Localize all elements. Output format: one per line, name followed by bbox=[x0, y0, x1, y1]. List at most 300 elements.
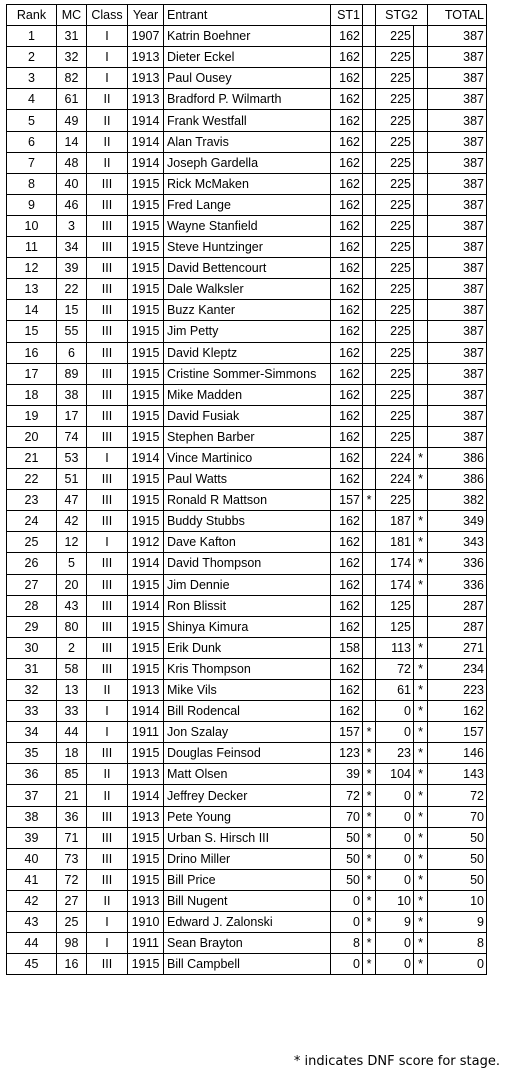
st1-dnf-flag bbox=[363, 426, 376, 447]
year-cell: 1915 bbox=[128, 658, 164, 679]
st1-dnf-flag bbox=[363, 47, 376, 68]
st1-score-cell: 162 bbox=[331, 131, 363, 152]
header-entrant: Entrant bbox=[164, 5, 331, 26]
st1-score-cell: 162 bbox=[331, 701, 363, 722]
stg2-dnf-flag: * bbox=[414, 890, 428, 911]
stg2-dnf-flag bbox=[414, 47, 428, 68]
rank-cell: 31 bbox=[7, 658, 57, 679]
total-cell: 336 bbox=[428, 574, 487, 595]
stg2-dnf-flag: * bbox=[414, 701, 428, 722]
st1-score-cell: 162 bbox=[331, 194, 363, 215]
total-cell: 146 bbox=[428, 743, 487, 764]
table-row bbox=[7, 447, 487, 468]
entrant-cell: Frank Westfall bbox=[164, 110, 331, 131]
table-row bbox=[7, 785, 487, 806]
entrant-cell: Sean Brayton bbox=[164, 933, 331, 954]
st1-score-cell: 72 bbox=[331, 785, 363, 806]
rank-cell: 3 bbox=[7, 68, 57, 89]
entrant-cell: Paul Ousey bbox=[164, 68, 331, 89]
class-cell: II bbox=[87, 110, 128, 131]
entrant-cell: Alan Travis bbox=[164, 131, 331, 152]
table-row bbox=[7, 279, 487, 300]
stg2-score-cell: 225 bbox=[376, 405, 414, 426]
stg2-score-cell: 225 bbox=[376, 237, 414, 258]
stg2-score-cell: 225 bbox=[376, 321, 414, 342]
table-row bbox=[7, 26, 487, 47]
year-cell: 1914 bbox=[128, 701, 164, 722]
year-cell: 1913 bbox=[128, 68, 164, 89]
class-cell: III bbox=[87, 869, 128, 890]
rank-cell: 24 bbox=[7, 511, 57, 532]
entrant-cell: Paul Watts bbox=[164, 469, 331, 490]
year-cell: 1915 bbox=[128, 511, 164, 532]
year-cell: 1914 bbox=[128, 447, 164, 468]
table-row bbox=[7, 616, 487, 637]
stg2-score-cell: 187 bbox=[376, 511, 414, 532]
total-cell: 234 bbox=[428, 658, 487, 679]
stg2-score-cell: 225 bbox=[376, 215, 414, 236]
total-cell: 143 bbox=[428, 764, 487, 785]
st1-score-cell: 162 bbox=[331, 469, 363, 490]
header-rank: Rank bbox=[7, 5, 57, 26]
stg2-dnf-flag bbox=[414, 321, 428, 342]
year-cell: 1914 bbox=[128, 152, 164, 173]
year-cell: 1914 bbox=[128, 131, 164, 152]
entrant-cell: Drino Miller bbox=[164, 848, 331, 869]
stg2-score-cell: 225 bbox=[376, 426, 414, 447]
stg2-dnf-flag: * bbox=[414, 511, 428, 532]
class-cell: III bbox=[87, 194, 128, 215]
year-cell: 1915 bbox=[128, 237, 164, 258]
table-row bbox=[7, 89, 487, 110]
mc-cell: 40 bbox=[57, 173, 87, 194]
mc-cell: 13 bbox=[57, 680, 87, 701]
class-cell: III bbox=[87, 658, 128, 679]
class-cell: I bbox=[87, 68, 128, 89]
stg2-dnf-flag: * bbox=[414, 806, 428, 827]
st1-score-cell: 162 bbox=[331, 363, 363, 384]
entrant-cell: Ron Blissit bbox=[164, 595, 331, 616]
mc-cell: 12 bbox=[57, 532, 87, 553]
stg2-dnf-flag: * bbox=[414, 447, 428, 468]
entrant-cell: Buddy Stubbs bbox=[164, 511, 331, 532]
stg2-score-cell: 225 bbox=[376, 152, 414, 173]
mc-cell: 25 bbox=[57, 912, 87, 933]
rank-cell: 30 bbox=[7, 637, 57, 658]
mc-cell: 3 bbox=[57, 215, 87, 236]
year-cell: 1915 bbox=[128, 637, 164, 658]
mc-cell: 80 bbox=[57, 616, 87, 637]
entrant-cell: Jeffrey Decker bbox=[164, 785, 331, 806]
class-cell: I bbox=[87, 722, 128, 743]
mc-cell: 22 bbox=[57, 279, 87, 300]
table-row bbox=[7, 848, 487, 869]
st1-score-cell: 162 bbox=[331, 300, 363, 321]
rank-cell: 22 bbox=[7, 469, 57, 490]
stg2-dnf-flag bbox=[414, 68, 428, 89]
header-st1-flag bbox=[363, 5, 376, 26]
st1-dnf-flag bbox=[363, 68, 376, 89]
stg2-dnf-flag: * bbox=[414, 933, 428, 954]
stg2-score-cell: 225 bbox=[376, 89, 414, 110]
header-total: TOTAL bbox=[428, 5, 487, 26]
stg2-dnf-flag bbox=[414, 89, 428, 110]
year-cell: 1915 bbox=[128, 426, 164, 447]
total-cell: 386 bbox=[428, 447, 487, 468]
mc-cell: 42 bbox=[57, 511, 87, 532]
class-cell: III bbox=[87, 806, 128, 827]
total-cell: 50 bbox=[428, 827, 487, 848]
class-cell: I bbox=[87, 912, 128, 933]
rank-cell: 43 bbox=[7, 912, 57, 933]
st1-dnf-flag bbox=[363, 300, 376, 321]
class-cell: III bbox=[87, 616, 128, 637]
table-row bbox=[7, 300, 487, 321]
stg2-score-cell: 225 bbox=[376, 258, 414, 279]
st1-score-cell: 157 bbox=[331, 722, 363, 743]
table-row bbox=[7, 384, 487, 405]
st1-dnf-flag: * bbox=[363, 764, 376, 785]
header-class: Class bbox=[87, 5, 128, 26]
table-row bbox=[7, 131, 487, 152]
total-cell: 387 bbox=[428, 279, 487, 300]
st1-score-cell: 162 bbox=[331, 173, 363, 194]
stg2-dnf-flag: * bbox=[414, 658, 428, 679]
stg2-dnf-flag bbox=[414, 152, 428, 173]
rank-cell: 28 bbox=[7, 595, 57, 616]
st1-dnf-flag bbox=[363, 152, 376, 173]
class-cell: III bbox=[87, 321, 128, 342]
class-cell: III bbox=[87, 490, 128, 511]
total-cell: 387 bbox=[428, 194, 487, 215]
total-cell: 343 bbox=[428, 532, 487, 553]
class-cell: II bbox=[87, 89, 128, 110]
stg2-score-cell: 0 bbox=[376, 806, 414, 827]
year-cell: 1914 bbox=[128, 785, 164, 806]
entrant-cell: Erik Dunk bbox=[164, 637, 331, 658]
mc-cell: 58 bbox=[57, 658, 87, 679]
table-row bbox=[7, 890, 487, 911]
mc-cell: 39 bbox=[57, 258, 87, 279]
rank-cell: 32 bbox=[7, 680, 57, 701]
st1-dnf-flag bbox=[363, 469, 376, 490]
stg2-dnf-flag: * bbox=[414, 764, 428, 785]
stg2-dnf-flag bbox=[414, 237, 428, 258]
class-cell: III bbox=[87, 426, 128, 447]
stg2-dnf-flag bbox=[414, 215, 428, 236]
table-row bbox=[7, 405, 487, 426]
class-cell: I bbox=[87, 701, 128, 722]
results-body bbox=[7, 26, 487, 975]
mc-cell: 27 bbox=[57, 890, 87, 911]
stg2-score-cell: 225 bbox=[376, 68, 414, 89]
stg2-dnf-flag bbox=[414, 173, 428, 194]
total-cell: 387 bbox=[428, 47, 487, 68]
st1-dnf-flag bbox=[363, 215, 376, 236]
table-row bbox=[7, 701, 487, 722]
mc-cell: 72 bbox=[57, 869, 87, 890]
class-cell: III bbox=[87, 954, 128, 975]
entrant-cell: Shinya Kimura bbox=[164, 616, 331, 637]
rank-cell: 20 bbox=[7, 426, 57, 447]
class-cell: III bbox=[87, 342, 128, 363]
entrant-cell: Dieter Eckel bbox=[164, 47, 331, 68]
total-cell: 336 bbox=[428, 553, 487, 574]
rank-cell: 38 bbox=[7, 806, 57, 827]
year-cell: 1915 bbox=[128, 173, 164, 194]
results-table bbox=[6, 4, 487, 975]
total-cell: 50 bbox=[428, 869, 487, 890]
mc-cell: 21 bbox=[57, 785, 87, 806]
entrant-cell: Pete Young bbox=[164, 806, 331, 827]
class-cell: I bbox=[87, 47, 128, 68]
stg2-dnf-flag bbox=[414, 279, 428, 300]
year-cell: 1915 bbox=[128, 384, 164, 405]
class-cell: III bbox=[87, 363, 128, 384]
st1-dnf-flag: * bbox=[363, 912, 376, 933]
table-row bbox=[7, 680, 487, 701]
st1-score-cell: 162 bbox=[331, 26, 363, 47]
year-cell: 1915 bbox=[128, 574, 164, 595]
stg2-dnf-flag: * bbox=[414, 574, 428, 595]
st1-score-cell: 0 bbox=[331, 912, 363, 933]
year-cell: 1915 bbox=[128, 300, 164, 321]
st1-dnf-flag bbox=[363, 532, 376, 553]
year-cell: 1912 bbox=[128, 532, 164, 553]
total-cell: 162 bbox=[428, 701, 487, 722]
st1-dnf-flag: * bbox=[363, 848, 376, 869]
class-cell: III bbox=[87, 511, 128, 532]
st1-dnf-flag: * bbox=[363, 722, 376, 743]
entrant-cell: Mike Vils bbox=[164, 680, 331, 701]
rank-cell: 35 bbox=[7, 743, 57, 764]
entrant-cell: Bill Price bbox=[164, 869, 331, 890]
st1-dnf-flag bbox=[363, 384, 376, 405]
st1-dnf-flag: * bbox=[363, 806, 376, 827]
rank-cell: 6 bbox=[7, 131, 57, 152]
table-row bbox=[7, 827, 487, 848]
entrant-cell: Bill Rodencal bbox=[164, 701, 331, 722]
st1-score-cell: 162 bbox=[331, 89, 363, 110]
st1-score-cell: 162 bbox=[331, 595, 363, 616]
rank-cell: 36 bbox=[7, 764, 57, 785]
st1-score-cell: 162 bbox=[331, 384, 363, 405]
mc-cell: 36 bbox=[57, 806, 87, 827]
st1-score-cell: 162 bbox=[331, 258, 363, 279]
entrant-cell: Ronald R Mattson bbox=[164, 490, 331, 511]
year-cell: 1915 bbox=[128, 363, 164, 384]
table-row bbox=[7, 173, 487, 194]
rank-cell: 17 bbox=[7, 363, 57, 384]
entrant-cell: Dave Kafton bbox=[164, 532, 331, 553]
mc-cell: 43 bbox=[57, 595, 87, 616]
year-cell: 1913 bbox=[128, 47, 164, 68]
entrant-cell: David Thompson bbox=[164, 553, 331, 574]
st1-score-cell: 162 bbox=[331, 574, 363, 595]
st1-dnf-flag bbox=[363, 363, 376, 384]
rank-cell: 34 bbox=[7, 722, 57, 743]
year-cell: 1913 bbox=[128, 806, 164, 827]
rank-cell: 39 bbox=[7, 827, 57, 848]
st1-score-cell: 123 bbox=[331, 743, 363, 764]
stg2-dnf-flag: * bbox=[414, 785, 428, 806]
stg2-score-cell: 174 bbox=[376, 574, 414, 595]
total-cell: 271 bbox=[428, 637, 487, 658]
st1-dnf-flag bbox=[363, 658, 376, 679]
entrant-cell: Jim Petty bbox=[164, 321, 331, 342]
mc-cell: 55 bbox=[57, 321, 87, 342]
st1-score-cell: 0 bbox=[331, 954, 363, 975]
table-row bbox=[7, 215, 487, 236]
stg2-dnf-flag: * bbox=[414, 469, 428, 490]
stg2-dnf-flag bbox=[414, 110, 428, 131]
mc-cell: 31 bbox=[57, 26, 87, 47]
total-cell: 387 bbox=[428, 152, 487, 173]
table-row bbox=[7, 68, 487, 89]
stg2-dnf-flag: * bbox=[414, 532, 428, 553]
st1-score-cell: 70 bbox=[331, 806, 363, 827]
class-cell: III bbox=[87, 469, 128, 490]
mc-cell: 85 bbox=[57, 764, 87, 785]
st1-score-cell: 158 bbox=[331, 637, 363, 658]
total-cell: 287 bbox=[428, 616, 487, 637]
rank-cell: 16 bbox=[7, 342, 57, 363]
table-row bbox=[7, 764, 487, 785]
total-cell: 387 bbox=[428, 68, 487, 89]
class-cell: III bbox=[87, 405, 128, 426]
rank-cell: 10 bbox=[7, 215, 57, 236]
class-cell: III bbox=[87, 574, 128, 595]
mc-cell: 46 bbox=[57, 194, 87, 215]
entrant-cell: Jon Szalay bbox=[164, 722, 331, 743]
st1-dnf-flag bbox=[363, 237, 376, 258]
stg2-score-cell: 0 bbox=[376, 785, 414, 806]
mc-cell: 89 bbox=[57, 363, 87, 384]
mc-cell: 73 bbox=[57, 848, 87, 869]
entrant-cell: Rick McMaken bbox=[164, 173, 331, 194]
stg2-score-cell: 225 bbox=[376, 300, 414, 321]
year-cell: 1907 bbox=[128, 26, 164, 47]
st1-dnf-flag bbox=[363, 258, 376, 279]
st1-score-cell: 162 bbox=[331, 426, 363, 447]
stg2-dnf-flag: * bbox=[414, 827, 428, 848]
st1-score-cell: 0 bbox=[331, 890, 363, 911]
class-cell: III bbox=[87, 258, 128, 279]
class-cell: I bbox=[87, 933, 128, 954]
class-cell: III bbox=[87, 237, 128, 258]
class-cell: III bbox=[87, 384, 128, 405]
stg2-score-cell: 225 bbox=[376, 384, 414, 405]
year-cell: 1911 bbox=[128, 722, 164, 743]
total-cell: 387 bbox=[428, 300, 487, 321]
total-cell: 387 bbox=[428, 258, 487, 279]
rank-cell: 33 bbox=[7, 701, 57, 722]
entrant-cell: Kris Thompson bbox=[164, 658, 331, 679]
rank-cell: 26 bbox=[7, 553, 57, 574]
class-cell: III bbox=[87, 595, 128, 616]
st1-score-cell: 162 bbox=[331, 342, 363, 363]
year-cell: 1915 bbox=[128, 279, 164, 300]
stg2-score-cell: 225 bbox=[376, 342, 414, 363]
table-row bbox=[7, 553, 487, 574]
stg2-dnf-flag: * bbox=[414, 954, 428, 975]
st1-dnf-flag bbox=[363, 637, 376, 658]
st1-score-cell: 162 bbox=[331, 215, 363, 236]
stg2-score-cell: 224 bbox=[376, 469, 414, 490]
entrant-cell: Stephen Barber bbox=[164, 426, 331, 447]
table-row bbox=[7, 869, 487, 890]
year-cell: 1913 bbox=[128, 680, 164, 701]
total-cell: 387 bbox=[428, 426, 487, 447]
st1-dnf-flag bbox=[363, 680, 376, 701]
stg2-score-cell: 0 bbox=[376, 954, 414, 975]
total-cell: 387 bbox=[428, 321, 487, 342]
year-cell: 1911 bbox=[128, 933, 164, 954]
stg2-dnf-flag bbox=[414, 342, 428, 363]
total-cell: 387 bbox=[428, 89, 487, 110]
total-cell: 382 bbox=[428, 490, 487, 511]
year-cell: 1915 bbox=[128, 490, 164, 511]
year-cell: 1915 bbox=[128, 321, 164, 342]
mc-cell: 6 bbox=[57, 342, 87, 363]
entrant-cell: Buzz Kanter bbox=[164, 300, 331, 321]
mc-cell: 15 bbox=[57, 300, 87, 321]
mc-cell: 17 bbox=[57, 405, 87, 426]
year-cell: 1915 bbox=[128, 469, 164, 490]
table-row bbox=[7, 363, 487, 384]
st1-dnf-flag bbox=[363, 405, 376, 426]
table-row bbox=[7, 532, 487, 553]
table-row bbox=[7, 574, 487, 595]
header-year: Year bbox=[128, 5, 164, 26]
mc-cell: 74 bbox=[57, 426, 87, 447]
stg2-dnf-flag bbox=[414, 490, 428, 511]
mc-cell: 20 bbox=[57, 574, 87, 595]
class-cell: II bbox=[87, 131, 128, 152]
st1-dnf-flag bbox=[363, 447, 376, 468]
total-cell: 386 bbox=[428, 469, 487, 490]
table-row bbox=[7, 110, 487, 131]
stg2-dnf-flag: * bbox=[414, 848, 428, 869]
total-cell: 387 bbox=[428, 363, 487, 384]
year-cell: 1915 bbox=[128, 848, 164, 869]
year-cell: 1915 bbox=[128, 743, 164, 764]
mc-cell: 51 bbox=[57, 469, 87, 490]
header-row bbox=[7, 5, 487, 26]
st1-score-cell: 162 bbox=[331, 47, 363, 68]
mc-cell: 82 bbox=[57, 68, 87, 89]
stg2-score-cell: 0 bbox=[376, 701, 414, 722]
st1-score-cell: 162 bbox=[331, 68, 363, 89]
mc-cell: 98 bbox=[57, 933, 87, 954]
class-cell: III bbox=[87, 215, 128, 236]
st1-score-cell: 8 bbox=[331, 933, 363, 954]
year-cell: 1915 bbox=[128, 342, 164, 363]
st1-score-cell: 157 bbox=[331, 490, 363, 511]
st1-dnf-flag: * bbox=[363, 933, 376, 954]
entrant-cell: David Bettencourt bbox=[164, 258, 331, 279]
table-row bbox=[7, 933, 487, 954]
st1-score-cell: 162 bbox=[331, 511, 363, 532]
rank-cell: 8 bbox=[7, 173, 57, 194]
total-cell: 387 bbox=[428, 342, 487, 363]
st1-dnf-flag bbox=[363, 110, 376, 131]
class-cell: III bbox=[87, 300, 128, 321]
rank-cell: 45 bbox=[7, 954, 57, 975]
year-cell: 1915 bbox=[128, 827, 164, 848]
stg2-score-cell: 0 bbox=[376, 848, 414, 869]
table-row bbox=[7, 342, 487, 363]
